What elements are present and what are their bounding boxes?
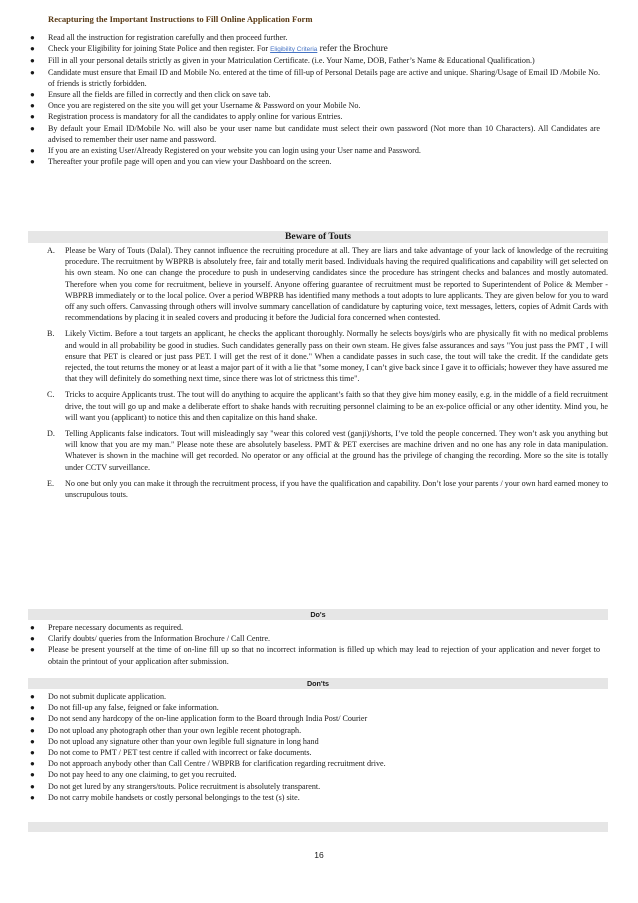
list-item: ● Do not approach anybody other than Call Centre / WBPRB for clarification regarding recruitment drive.: [30, 759, 386, 769]
bullet-icon: ●: [30, 634, 35, 644]
bullet-icon: ●: [30, 101, 35, 111]
list-item: ● Do not fill-up any false, feigned or fake information.: [30, 703, 219, 713]
bullet-icon: ●: [30, 123, 35, 133]
dos-list: [30, 622, 600, 667]
list-item: ● Do not carry mobile handsets or costly personal belongings to the test (s) site.: [30, 792, 300, 802]
bullet-icon: ●: [30, 90, 35, 100]
bullet-icon: ●: [30, 748, 35, 758]
list-item: ● Once you are registered on the site you will get your Username & Password on your Mobile No.: [30, 101, 361, 111]
bullet-icon: ●: [30, 645, 35, 655]
bullet-icon: ●: [30, 692, 35, 701]
list-item: ● Do not upload any signature other than your own legible full signature in long hand: [30, 736, 319, 746]
bullet-icon: ●: [30, 792, 35, 802]
list-item: ● Registration process is mandatory for all the candidates to apply online for various Entries.: [30, 112, 343, 122]
list-item: ● If you are an existing User/Already Registered on your website you can login using your User name and Password.: [30, 146, 421, 156]
list-item: ● Ensure all the fields are filled in correctly and then click on save tab.: [30, 90, 271, 100]
bullet-icon: ●: [30, 112, 35, 122]
list-item: ● Check your Eligibility for joining State Police and then register. For Eligibility Criteria refer the Brochure: [30, 44, 388, 55]
donts-heading: Don'ts: [28, 678, 608, 689]
bullet-icon: ●: [30, 33, 35, 42]
bullet-icon: ●: [30, 781, 35, 791]
page-title: Recapturing the Important Instructions to Fill Online Application Form: [48, 14, 313, 24]
list-item: ● Fill in all your personal details strictly as given in your Matriculation Certificate. (i.e. Your Name, DOB, Father’s Name & Educational Qualification.): [30, 56, 535, 66]
dos-heading: Do's: [28, 609, 608, 620]
tout-item: D. Telling Applicants false indicators. Tout will misleadingly say "wear this colored vest (ganji)/shorts, I’ve told the people concerned. They won’t ask you anything but will know that you are my man." Please note these are absolutely baseless. PMT & PET exercises are machine driven and no one has any role in data manipulation. Whatever is shown in the machine will get recorded. No operator or any official at the ground has the privilege of changing the recording. More so the site is totally under CCTV surveillance.: [47, 429, 608, 472]
bullet-icon: ●: [30, 44, 35, 54]
tout-item: C. Tricks to acquire Applicants trust. The tout will do anything to acquire the applicant’s faith so that they give him money easily, e.g. in the middle of a field recruitment drive, the tout will go up and make a deliberate effort to shake hands with recruiting personnel claiming to be an ex-police official or any other identity. Mind you, he will want you (applicant) to notice this and then capitalize on this hand shake.: [47, 390, 608, 422]
tout-item: B. Likely Victim. Before a tout targets an applicant, he checks the applicant thoroughly. Normally he selects boys/girls who are physically fit with no medical problems and would in all probability be good in studies. Such candidates generally pass on their own steam. He gives false assurances and says "You just pass the PMT , I will ensure that PET is cleared or just pass PET. I will get the rest of it done." When a candidate passes in such case, the tout will take the credit. If the candidate gets rejected, the tout returns the money or at least a major part of it with a lie that "some money, I can’t give back since I gave it to officials; however they have assured me that they will definitely do something next time, since there was lot of strictness this time".: [47, 329, 608, 384]
list-item: ● Read all the instruction for registration carefully and then proceed further.: [30, 33, 288, 42]
donts-list: [30, 691, 600, 803]
bullet-icon: ●: [30, 146, 35, 156]
page-number: 16: [314, 850, 324, 860]
bullet-icon: ●: [30, 759, 35, 769]
eligibility-criteria-link[interactable]: Eligibility Criteria: [270, 46, 318, 54]
bullet-icon: ●: [30, 714, 35, 724]
bullet-icon: ●: [30, 157, 35, 167]
beware-of-touts-heading: Beware of Touts: [28, 231, 608, 243]
list-item: ● Do not get lured by any strangers/touts. Police recruitment is absolutely transparent.: [30, 781, 321, 791]
list-item: ● Candidate must ensure that Email ID and Mobile No. entered at the time of fill-up of Personal Details page are active and unique. Sharing/Usage of Email ID /Mobile No. of friends is strictly forbidden.: [30, 67, 600, 88]
bullet-icon: ●: [30, 725, 35, 735]
list-item: ● Do not pay heed to any one claiming, to get you recruited.: [30, 770, 237, 780]
bullet-icon: ●: [30, 736, 35, 746]
bullet-icon: ●: [30, 56, 35, 66]
list-item: ● Thereafter your profile page will open and you can view your Dashboard on the screen.: [30, 157, 332, 167]
list-item: ● Prepare necessary documents as required.: [30, 623, 184, 632]
bullet-icon: ●: [30, 623, 35, 632]
bullet-icon: ●: [30, 67, 35, 77]
bullet-icon: ●: [30, 703, 35, 713]
list-item: ● Please be present yourself at the time of on-line fill up so that no incorrect information is filled up which may lead to rejection of your application and never forget to obtain the printout of your application after submission.: [30, 645, 600, 666]
list-item: ● Do not submit duplicate application.: [30, 692, 167, 701]
tout-item: A. Please be Wary of Touts (Dalal). They cannot influence the recruiting procedure at all. They are liars and take advantage of your lack of knowledge of the recruiting procedure. The recruitment by WBPRB is absolutely free, fair and totally merit based. Individuals having the required qualifications and capability will get selected on his own steam. No one can change the procedure to push in undeserving candidates since the procedure has stringent checks and balances and mostly automated. Therefore when you come for recruitment, believe in yourself. Anyone offering guarantee of recruitment must be reported to Superintendent of Police & Member - WBPRB immediately or to the local police. Over a period WBPRB has identified many methods a tout adopts to lure applicants. They are given below for you to ward off any such offers. Canvassing through others will involve summary cancellation of candidature by capturing voice, text messages, letters, copies of Admit Cards with recommendations by placing it in sealed covers and producing it before the Judicial fora concerned when contested.: [47, 246, 608, 323]
bullet-icon: ●: [30, 770, 35, 780]
touts-list: [47, 245, 608, 505]
list-item: ● Do not come to PMT / PET test centre if called with incorrect or fake documents.: [30, 748, 312, 758]
list-item: ● Do not upload any photograph other than your own legible recent photograph.: [30, 725, 302, 735]
tout-item: E. No one but only you can make it through the recruitment process, if you have the qualification and capability. Don’t lose your parents / your own hard earned money to unscrupulous touts.: [47, 478, 608, 500]
list-item: ● Clarify doubts/ queries from the Information Brochure / Call Centre.: [30, 634, 271, 644]
instructions-list: [30, 32, 600, 167]
list-item: ● Do not send any hardcopy of the on-line application form to the Board through India Post/ Courier: [30, 714, 368, 724]
list-item: ● By default your Email ID/Mobile No. will also be your user name but candidate must select their own password (Not more than 10 Characters). All Candidates are advised to remember their user name and password.: [30, 123, 600, 144]
closing-band: [28, 822, 608, 832]
